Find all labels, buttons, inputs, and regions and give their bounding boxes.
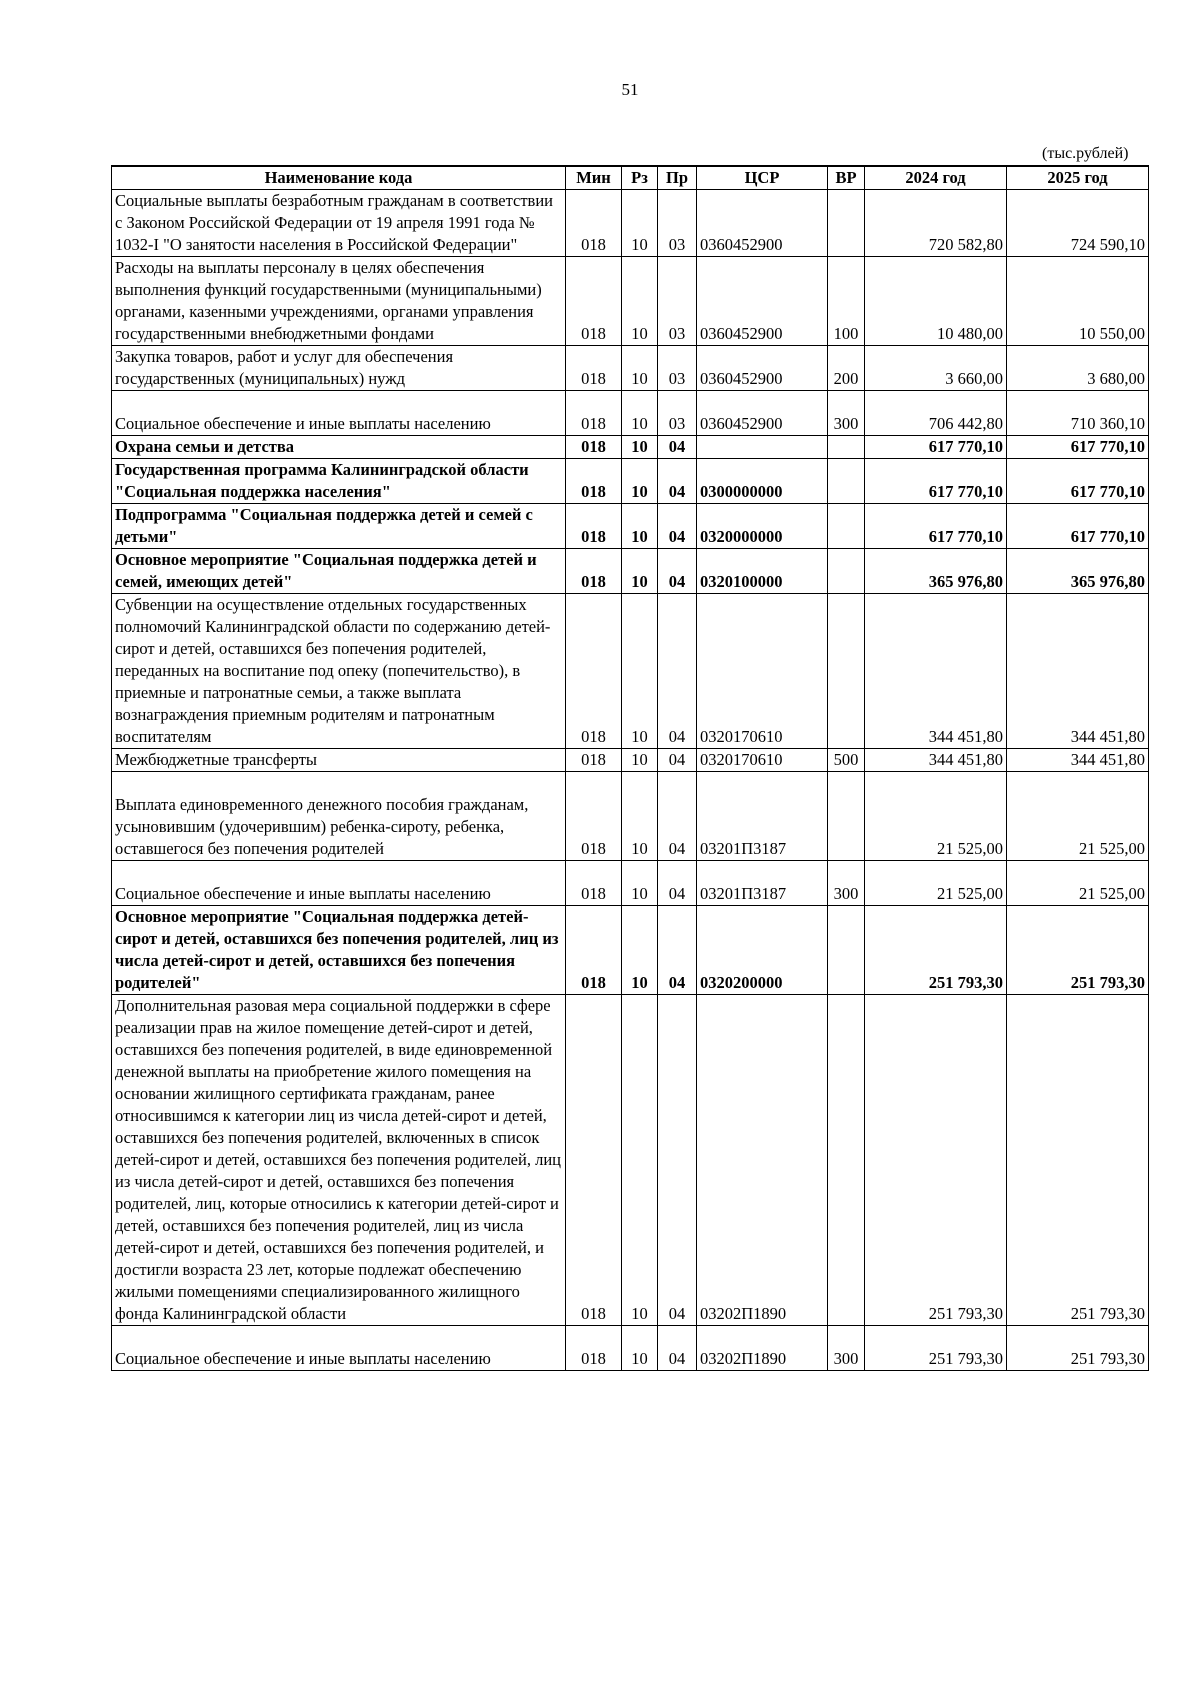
row-name: Социальное обеспечение и иные выплаты населению xyxy=(112,861,566,906)
row-min: 018 xyxy=(566,1326,622,1371)
row-2024: 720 582,80 xyxy=(865,190,1007,257)
row-2025: 617 770,10 xyxy=(1007,436,1149,459)
table-row xyxy=(112,594,1149,749)
row-vr xyxy=(828,436,865,459)
row-2025: 251 793,30 xyxy=(1007,906,1149,995)
row-rz: 10 xyxy=(622,190,658,257)
row-csr: 0320200000 xyxy=(697,906,828,995)
row-2024: 617 770,10 xyxy=(865,459,1007,504)
row-name: Государственная программа Калининградской области "Социальная поддержка населения" xyxy=(112,459,566,504)
row-2025: 344 451,80 xyxy=(1007,594,1149,749)
row-csr: 0360452900 xyxy=(697,257,828,346)
row-2024: 21 525,00 xyxy=(865,772,1007,861)
table-row xyxy=(112,436,1149,459)
row-2025: 10 550,00 xyxy=(1007,257,1149,346)
row-vr: 300 xyxy=(828,1326,865,1371)
row-csr: 0300000000 xyxy=(697,459,828,504)
page-number: 51 xyxy=(621,80,639,99)
header-vr: ВР xyxy=(828,166,865,190)
row-rz: 10 xyxy=(622,549,658,594)
row-pr: 04 xyxy=(658,549,697,594)
table-row xyxy=(112,906,1149,995)
row-name: Охрана семьи и детства xyxy=(112,436,566,459)
row-min: 018 xyxy=(566,906,622,995)
row-rz: 10 xyxy=(622,1326,658,1371)
row-name: Подпрограмма "Социальная поддержка детей и семей с детьми" xyxy=(112,504,566,549)
row-min: 018 xyxy=(566,436,622,459)
row-csr: 0320000000 xyxy=(697,504,828,549)
table-row xyxy=(112,346,1149,391)
row-rz: 10 xyxy=(622,459,658,504)
row-2024: 344 451,80 xyxy=(865,594,1007,749)
row-pr: 04 xyxy=(658,504,697,549)
row-2025: 3 680,00 xyxy=(1007,346,1149,391)
row-name: Социальное обеспечение и иные выплаты населению xyxy=(112,1326,566,1371)
row-name: Межбюджетные трансферты xyxy=(112,749,566,772)
row-name: Закупка товаров, работ и услуг для обеспечения государственных (муниципальных) нужд xyxy=(112,346,566,391)
row-pr: 04 xyxy=(658,861,697,906)
row-csr: 03202П1890 xyxy=(697,1326,828,1371)
row-vr: 300 xyxy=(828,391,865,436)
row-2025: 251 793,30 xyxy=(1007,1326,1149,1371)
row-name: Выплата единовременного денежного пособия гражданам, усыновившим (удочерившим) ребенка-сироту, ребенка, оставшегося без попечения родителей xyxy=(112,772,566,861)
row-min: 018 xyxy=(566,190,622,257)
row-vr: 500 xyxy=(828,749,865,772)
row-vr xyxy=(828,906,865,995)
row-2025: 710 360,10 xyxy=(1007,391,1149,436)
row-pr: 04 xyxy=(658,436,697,459)
row-vr xyxy=(828,504,865,549)
table-row xyxy=(112,995,1149,1326)
header-name: Наименование кода xyxy=(112,166,566,190)
row-rz: 10 xyxy=(622,436,658,459)
row-min: 018 xyxy=(566,549,622,594)
table-row xyxy=(112,861,1149,906)
row-csr: 0320170610 xyxy=(697,594,828,749)
table-row xyxy=(112,190,1149,257)
row-vr xyxy=(828,772,865,861)
row-pr: 04 xyxy=(658,749,697,772)
row-vr xyxy=(828,190,865,257)
row-csr: 03201П3187 xyxy=(697,861,828,906)
row-csr: 0360452900 xyxy=(697,346,828,391)
row-pr: 03 xyxy=(658,346,697,391)
row-2025: 344 451,80 xyxy=(1007,749,1149,772)
row-pr: 04 xyxy=(658,995,697,1326)
row-rz: 10 xyxy=(622,749,658,772)
row-2024: 251 793,30 xyxy=(865,1326,1007,1371)
row-pr: 04 xyxy=(658,772,697,861)
table-header-row xyxy=(112,166,1149,190)
row-min: 018 xyxy=(566,257,622,346)
row-name: Социальные выплаты безработным гражданам в соответствии с Законом Российской Федерации от 19 апреля 1991 года № 1032-I "О занятости населения в Российской Федерации" xyxy=(112,190,566,257)
row-2024: 3 660,00 xyxy=(865,346,1007,391)
table-row xyxy=(112,257,1149,346)
row-rz: 10 xyxy=(622,594,658,749)
row-rz: 10 xyxy=(622,346,658,391)
row-2025: 617 770,10 xyxy=(1007,459,1149,504)
header-pr: Пр xyxy=(658,166,697,190)
row-rz: 10 xyxy=(622,257,658,346)
row-2024: 706 442,80 xyxy=(865,391,1007,436)
row-min: 018 xyxy=(566,391,622,436)
header-2024: 2024 год xyxy=(865,166,1007,190)
row-min: 018 xyxy=(566,594,622,749)
row-csr: 03201П3187 xyxy=(697,772,828,861)
row-csr: 0320100000 xyxy=(697,549,828,594)
row-min: 018 xyxy=(566,459,622,504)
row-pr: 04 xyxy=(658,594,697,749)
row-pr: 04 xyxy=(658,1326,697,1371)
row-2024: 251 793,30 xyxy=(865,906,1007,995)
row-rz: 10 xyxy=(622,391,658,436)
row-rz: 10 xyxy=(622,995,658,1326)
row-vr xyxy=(828,459,865,504)
row-vr xyxy=(828,594,865,749)
row-2025: 365 976,80 xyxy=(1007,549,1149,594)
row-min: 018 xyxy=(566,346,622,391)
row-2025: 251 793,30 xyxy=(1007,995,1149,1326)
table-row xyxy=(112,459,1149,504)
row-vr xyxy=(828,549,865,594)
header-min: Мин xyxy=(566,166,622,190)
row-vr: 300 xyxy=(828,861,865,906)
row-min: 018 xyxy=(566,772,622,861)
row-2024: 617 770,10 xyxy=(865,436,1007,459)
row-name: Социальное обеспечение и иные выплаты населению xyxy=(112,391,566,436)
row-2025: 617 770,10 xyxy=(1007,504,1149,549)
row-vr xyxy=(828,995,865,1326)
budget-table xyxy=(111,165,1149,1371)
table-row xyxy=(112,504,1149,549)
row-name: Дополнительная разовая мера социальной поддержки в сфере реализации прав на жилое помещение детей-сирот и детей, оставшихся без попечения родителей, в виде единовременной денежной выплаты на приобретение жилого помещения на основании жилищного сертификата гражданам, ранее относившимся к категории лиц из числа детей-сирот и детей, оставшихся без попечения родителей, включенных в список детей-сирот и детей, оставшихся без попечения родителей, лиц из числа детей-сирот и детей, оставшихся без попечения родителей, лиц, которые относились к категории детей-сирот и детей, оставшихся без попечения родителей, лиц из числа детей-сирот и детей, оставшихся без попечения родителей, и достигли возраста 23 лет, которые подлежат обеспечению жилыми помещениями специализированного жилищного фонда Калининградской области xyxy=(112,995,566,1326)
row-name: Расходы на выплаты персоналу в целях обеспечения выполнения функций государственными (муниципальными) органами, казенными учреждениями, органами управления государственными внебюджетными фондами xyxy=(112,257,566,346)
header-csr: ЦСР xyxy=(697,166,828,190)
table-row xyxy=(112,549,1149,594)
row-vr: 200 xyxy=(828,346,865,391)
row-csr: 0360452900 xyxy=(697,391,828,436)
row-2025: 21 525,00 xyxy=(1007,861,1149,906)
row-2024: 617 770,10 xyxy=(865,504,1007,549)
row-pr: 04 xyxy=(658,459,697,504)
row-pr: 03 xyxy=(658,190,697,257)
row-pr: 03 xyxy=(658,257,697,346)
row-rz: 10 xyxy=(622,772,658,861)
table-row xyxy=(112,772,1149,861)
table-row xyxy=(112,749,1149,772)
row-csr xyxy=(697,436,828,459)
row-min: 018 xyxy=(566,504,622,549)
table-row xyxy=(112,391,1149,436)
row-2024: 10 480,00 xyxy=(865,257,1007,346)
row-2024: 344 451,80 xyxy=(865,749,1007,772)
row-name: Основное мероприятие "Социальная поддержка детей и семей, имеющих детей" xyxy=(112,549,566,594)
row-min: 018 xyxy=(566,861,622,906)
units-label: (тыс.рублей) xyxy=(1042,145,1129,162)
row-rz: 10 xyxy=(622,504,658,549)
header-rz: Рз xyxy=(622,166,658,190)
row-csr: 03202П1890 xyxy=(697,995,828,1326)
header-2025: 2025 год xyxy=(1007,166,1149,190)
row-min: 018 xyxy=(566,995,622,1326)
row-2024: 251 793,30 xyxy=(865,995,1007,1326)
row-rz: 10 xyxy=(622,906,658,995)
row-2024: 21 525,00 xyxy=(865,861,1007,906)
row-csr: 0360452900 xyxy=(697,190,828,257)
table-row xyxy=(112,1326,1149,1371)
row-name: Основное мероприятие "Социальная поддержка детей-сирот и детей, оставшихся без попечения родителей, лиц из числа детей-сирот и детей, оставшихся без попечения родителей" xyxy=(112,906,566,995)
row-csr: 0320170610 xyxy=(697,749,828,772)
row-pr: 04 xyxy=(658,906,697,995)
row-min: 018 xyxy=(566,749,622,772)
row-vr: 100 xyxy=(828,257,865,346)
row-2024: 365 976,80 xyxy=(865,549,1007,594)
row-name: Субвенции на осуществление отдельных государственных полномочий Калининградской области по содержанию детей-сирот и детей, оставшихся без попечения родителей, переданных на воспитание под опеку (попечительство), в приемные и патронатные семьи, а также выплата вознаграждения приемным родителям и патронатным воспитателям xyxy=(112,594,566,749)
row-rz: 10 xyxy=(622,861,658,906)
row-2025: 724 590,10 xyxy=(1007,190,1149,257)
row-2025: 21 525,00 xyxy=(1007,772,1149,861)
row-pr: 03 xyxy=(658,391,697,436)
